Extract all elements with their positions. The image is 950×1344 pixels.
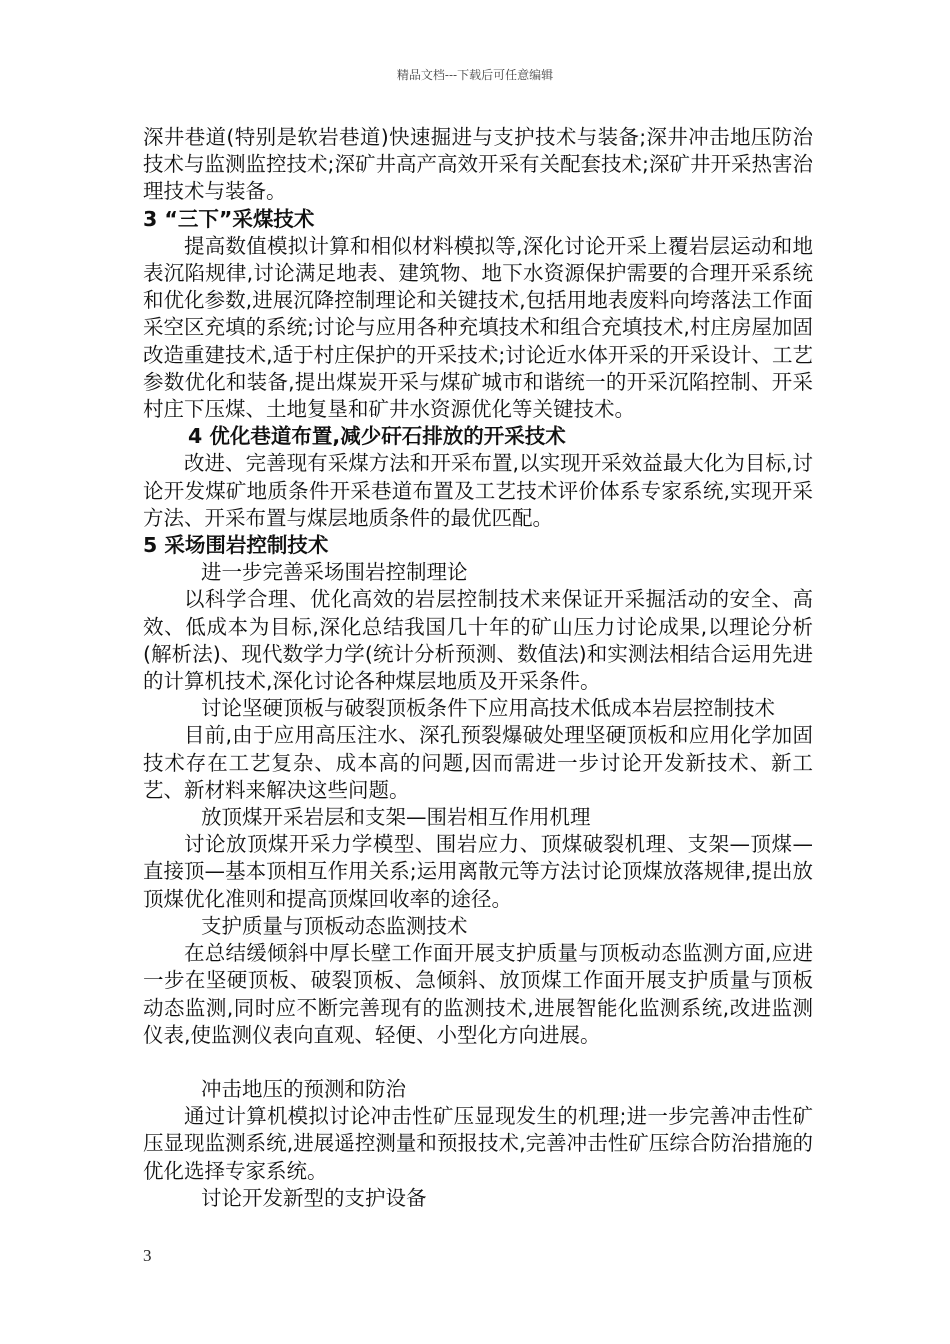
page-number: 3	[143, 1246, 152, 1265]
paragraph: 讨论放顶煤开采力学模型、围岩应力、顶煤破裂机理、支架—顶煤—直接顶—基本顶相互作用关系;运用离散元等方法讨论顶煤放落规律,提出放顶煤优化准则和提高顶煤回收率的途径。	[143, 832, 813, 911]
section-heading: 3 “三下”采煤技术	[143, 206, 315, 231]
paragraph: 在总结缓倾斜中厚长壁工作面开展支护质量与顶板动态监测方面,应进一步在坚硬顶板、破裂顶板、急倾斜、放顶煤工作面开展支护质量与顶板动态监测,同时应不断完善现有的监测技术,进展智能化监测系统,改进监测仪表,使监测仪表向直观、轻便、小型化方向进展。	[143, 941, 813, 1047]
subsection-heading: 讨论开发新型的支护设备	[201, 1185, 427, 1210]
paragraph: 提高数值模拟计算和相似材料模拟等,深化讨论开采上覆岩层运动和地表沉陷规律,讨论满足地表、建筑物、地下水资源保护需要的合理开采系统和优化参数,进展沉降控制理论和关键技术,包括用地表废料向垮落法工作面采空区充填的系统;讨论与应用各种充填技术和组合充填技术,村庄房屋加固改造重建技术,适于村庄保护的开采技术;讨论近水体开采的开采设计、工艺参数优化和装备,提出煤炭开采与煤矿城市和谐统一的开采沉陷控制、开采村庄下压煤、土地复垦和矿井水资源优化等关键技术。	[143, 233, 813, 422]
subsection-heading: 冲击地压的预测和防治	[201, 1076, 406, 1101]
paragraph: 目前,由于应用高压注水、深孔预裂爆破处理坚硬顶板和应用化学加固技术存在工艺复杂、成本高的问题,因而需进一步讨论开发新技术、新工艺、新材料来解决这些问题。	[143, 723, 813, 802]
subsection-heading: 进一步完善采场围岩控制理论	[201, 560, 468, 585]
page-header: 精品文档---下载后可任意编辑	[396, 68, 554, 82]
paragraph: 深井巷道(特别是软岩巷道)快速掘进与支护技术与装备;深井冲击地压防治技术与监测监控技术;深矿井高产高效开采有关配套技术;深矿井开采热害治理技术与装备。	[143, 125, 813, 204]
subsection-heading: 放顶煤开采岩层和支架—围岩相互作用机理	[201, 805, 591, 830]
paragraph: 通过计算机模拟讨论冲击性矿压显现发生的机理;进一步完善冲击性矿压显现监测系统,进展遥控测量和预报技术,完善冲击性矿压综合防治措施的优化选择专家系统。	[143, 1104, 813, 1183]
subsection-heading: 讨论坚硬顶板与破裂顶板条件下应用高技术低成本岩层控制技术	[201, 696, 775, 721]
document-body	[143, 124, 813, 1212]
paragraph: 改进、完善现有采煤方法和开采布置,以实现开采效益最大化为目标,讨论开发煤矿地质条件开采巷道布置及工艺技术评价体系专家系统,实现开采方法、开采布置与煤层地质条件的最优匹配。	[143, 451, 813, 530]
paragraph: 以科学合理、优化高效的岩层控制技术来保证开采掘活动的安全、高效、低成本为目标,深化总结我国几十年的矿山压力讨论成果,以理论分析(解析法)、现代数学力学(统计分析预测、数值法)和实测法相结合运用先进的计算机技术,深化讨论各种煤层地质及开采条件。	[143, 587, 813, 694]
section-heading: 4 优化巷道布置,减少矸石排放的开采技术	[188, 424, 566, 449]
section-heading: 5 采场围岩控制技术	[143, 533, 329, 558]
subsection-heading: 支护质量与顶板动态监测技术	[201, 913, 468, 938]
